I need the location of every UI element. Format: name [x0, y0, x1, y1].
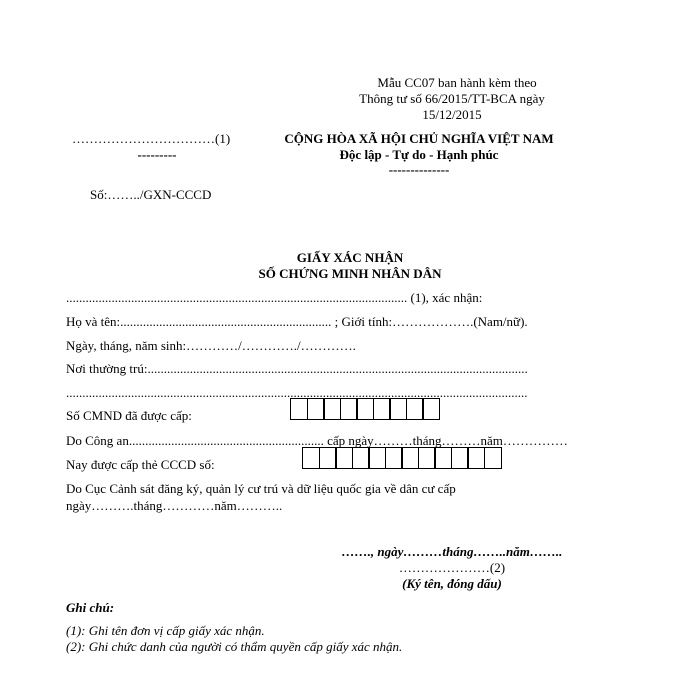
cmnd-digit-box [422, 398, 440, 420]
cccd-digit-box [451, 447, 469, 469]
cccd-digit-box [418, 447, 436, 469]
cmnd-label: Số CMND đã được cấp: [66, 408, 192, 423]
date-of-birth-line: Ngày, tháng, năm sinh:…………/…………./…………. [66, 338, 356, 353]
signature-date-line: ……., ngày………tháng……..năm…….. [341, 544, 563, 559]
cmnd-digit-box [373, 398, 391, 420]
residence-line: Nơi thường trú:..................................................................................................................... [66, 361, 528, 376]
department-date-line: ngày……….tháng…………năm……….. [66, 498, 283, 513]
cccd-digit-box [352, 447, 370, 469]
cmnd-digit-box [307, 398, 325, 420]
confirming-unit-line: ......................................................................................................... (1), xác nhận: [66, 290, 483, 305]
note-1: (1): Ghi tên đơn vị cấp giấy xác nhận. [66, 623, 265, 638]
cccd-digit-box [467, 447, 485, 469]
sign-and-seal-note: (Ký tên, đóng dấu) [402, 576, 502, 591]
cmnd-digit-box [389, 398, 407, 420]
cccd-number-boxes [302, 447, 500, 469]
cmnd-digit-box [406, 398, 424, 420]
national-motto: Độc lập - Tự do - Hạnh phúc [339, 147, 499, 162]
cccd-digit-box [401, 447, 419, 469]
country-name: CỘNG HÒA XÃ HỘI CHỦ NGHĨA VIỆT NAM [284, 131, 554, 146]
cccd-digit-box [385, 447, 403, 469]
cmnd-digit-box [340, 398, 358, 420]
notes-heading: Ghi chú: [66, 600, 115, 615]
title-line2: SỐ CHỨNG MINH NHÂN DÂN [258, 266, 442, 281]
form-ref-line1: Mẫu CC07 ban hành kèm theo [377, 75, 537, 90]
name-gender-line: Họ và tên:................................................................. ; Giới tính:……………….(Nam/nữ). [66, 314, 528, 329]
cmnd-digit-box [323, 398, 341, 420]
cccd-digit-box [368, 447, 386, 469]
signer-title-line: …………………(2) [398, 560, 506, 575]
document-number: Số:……../GXN-CCCD [90, 187, 212, 202]
motto-dash: -------------- [388, 162, 450, 177]
note-2: (2): Ghi chức danh của người có thẩm quyền cấp giấy xác nhận. [66, 639, 403, 654]
cccd-digit-box [302, 447, 320, 469]
form-ref-line2: Thông tư số 66/2015/TT-BCA ngày [359, 91, 545, 106]
cccd-digit-box [319, 447, 337, 469]
cccd-digit-box [335, 447, 353, 469]
issuer-dash: --------- [137, 147, 177, 162]
residence-continuation: .............................................................................................................................................. [66, 385, 528, 400]
cccd-digit-box [484, 447, 502, 469]
department-line: Do Cục Cảnh sát đăng ký, quản lý cư trú và dữ liệu quốc gia về dân cư cấp [66, 481, 456, 496]
police-issue-line: Do Công an............................................................ cấp ngày………tháng………năm…………… [66, 433, 568, 448]
cccd-digit-box [434, 447, 452, 469]
title-line1: GIẤY XÁC NHẬN [296, 250, 404, 265]
form-ref-line3: 15/12/2015 [422, 107, 482, 122]
cmnd-number-boxes [290, 398, 439, 420]
cccd-label: Nay được cấp thẻ CCCD số: [66, 457, 215, 472]
cmnd-digit-box [356, 398, 374, 420]
issuer-unit-line: ……………………………(1) [72, 131, 231, 146]
cmnd-digit-box [290, 398, 308, 420]
